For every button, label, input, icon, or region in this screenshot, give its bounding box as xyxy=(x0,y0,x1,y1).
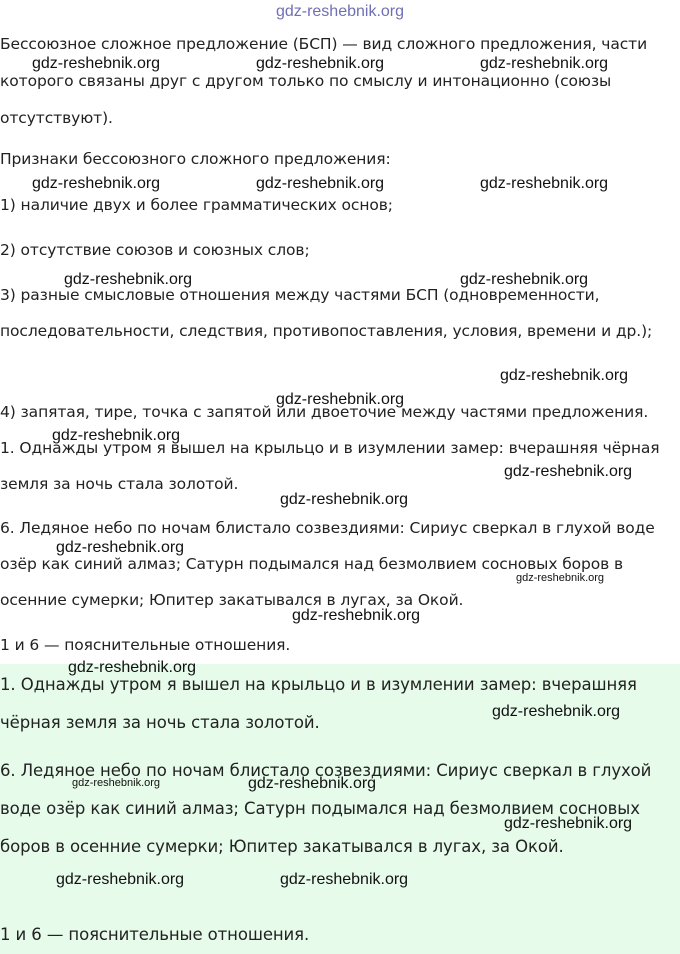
watermark-text: gdz-reshebnik.org xyxy=(504,815,633,832)
watermark-text: gdz-reshebnik.org xyxy=(480,55,609,72)
watermark-text: gdz-reshebnik.org xyxy=(504,463,633,480)
answer-sentence-6: 6. Ледяное небо по ночам блистало созвездиями: Сириус сверкал в глухой воде озёр как синий алмаз; Сатурн подымался над безмолвием сосновых боров в осенние сумерки; Юпитер закатывался в лугах, за Окой. xyxy=(0,761,652,856)
definition-text: Бессоюзное сложное предложение (БСП) — вид сложного предложения, части которого связаны друг с другом только по смыслу и интонационно (союзы отсутствуют). xyxy=(0,35,648,127)
answer-sentence-1: 1. Однажды утром я вышел на крыльцо и в изумлении замер: вчерашняя чёрная земля за ночь стала золотой. xyxy=(0,675,637,732)
task-sentence-1: 1. Однажды утром я вышел на крыльцо и в изумлении замер: вчерашняя чёрная земля за ночь стала золотой. xyxy=(0,439,660,493)
watermark-text: gdz-reshebnik.org xyxy=(68,659,197,676)
watermark-text: gdz-reshebnik.org xyxy=(72,777,161,789)
sign-item-3: 3) разные смысловые отношения между частями БСП (одновременности, последовательности, следствия, противопоставления, условия, времени и др.); xyxy=(0,286,653,340)
watermark-text: gdz-reshebnik.org xyxy=(256,175,385,192)
task-conclusion: 1 и 6 — пояснительные отношения. xyxy=(0,636,291,654)
task-sentence-6: 6. Ледяное небо по ночам блистало созвездиями: Сириус сверкал в глухой воде озёр как синий алмаз; Сатурн подымался над безмолвием сосновых боров в осенние сумерки; Юпитер закатывался в лугах, за Окой. xyxy=(0,519,655,609)
watermark-text: gdz-reshebnik.org xyxy=(480,175,609,192)
watermark-text: gdz-reshebnik.org xyxy=(56,539,185,556)
sign-item-2: 2) отсутствие союзов и союзных слов; xyxy=(0,241,310,259)
watermark-text: gdz-reshebnik.org xyxy=(292,607,421,624)
watermark-text: gdz-reshebnik.org xyxy=(52,427,181,444)
sign-item-4: 4) запятая, тире, точка с запятой или двоеточие между частями предложения. xyxy=(0,403,649,421)
watermark-text: gdz-reshebnik.org xyxy=(500,367,629,384)
watermark-text: gdz-reshebnik.org xyxy=(256,55,385,72)
watermark-text: gdz-reshebnik.org xyxy=(492,703,621,720)
watermark-text: gdz-reshebnik.org xyxy=(516,572,605,584)
site-title-link[interactable]: gdz-reshebnik.org xyxy=(275,3,405,20)
answer-conclusion: 1 и 6 — пояснительные отношения. xyxy=(0,925,310,944)
signs-title: Признаки бессоюзного сложного предложения: xyxy=(0,150,391,168)
watermark-text: gdz-reshebnik.org xyxy=(32,55,161,72)
watermark-text: gdz-reshebnik.org xyxy=(56,871,185,888)
watermark-text: gdz-reshebnik.org xyxy=(280,871,409,888)
watermark-text: gdz-reshebnik.org xyxy=(280,491,409,508)
watermark-text: gdz-reshebnik.org xyxy=(64,271,193,288)
watermark-text: gdz-reshebnik.org xyxy=(276,391,405,408)
watermark-text: gdz-reshebnik.org xyxy=(248,775,377,792)
watermark-text: gdz-reshebnik.org xyxy=(32,175,161,192)
watermark-text: gdz-reshebnik.org xyxy=(460,271,589,288)
sign-item-1: 1) наличие двух и более грамматических основ; xyxy=(0,196,393,214)
site-header xyxy=(0,0,680,24)
